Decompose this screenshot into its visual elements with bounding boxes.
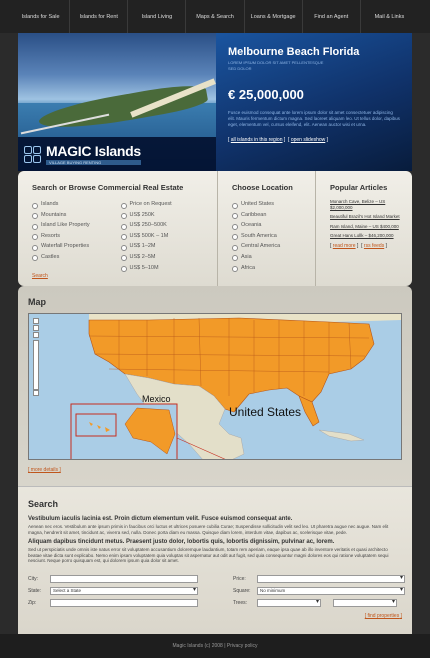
trees-max-select[interactable] (333, 599, 397, 607)
island-photo (18, 33, 216, 171)
rss-link[interactable]: rss feeds (363, 242, 385, 249)
map-label-mexico: Mexico (142, 394, 171, 404)
top-nav (0, 0, 430, 33)
category-islands[interactable]: Islands (32, 199, 121, 210)
location-oceania[interactable]: Oceania (232, 220, 307, 231)
property-title: Melbourne Beach Florida (228, 46, 360, 58)
search-lead-1: Vestibulum iaculis lacinia est. Proin dictum elementum velit. Fusce euismod consequat ante. (28, 516, 293, 522)
map-view[interactable] (28, 313, 402, 460)
site-logo[interactable] (18, 137, 216, 171)
price-option[interactable]: US$ 5–10M (121, 263, 210, 274)
location-title: Choose Location (232, 183, 293, 192)
article-links: [ read more ] [ rss feeds ] (330, 242, 387, 249)
article-item[interactable] (330, 233, 404, 239)
articles-panel (316, 171, 412, 286)
map-label-us: United States (229, 405, 302, 419)
search-paragraph-2: Sed ut perspiciatis unde omnis iste natus error sit voluptatem accusantium doloremque laudantium, totam rem aperiam, eaque ipsa quae ab illo inventore veritatis et quasi architecto beatae vitae dicta sunt explicabo. Nemo enim ipsam voluptatem quia voluptas sit aspernatur aut odit aut fugit, sed quia consequuntur magni dolores eos qui ratione voluptatem sequi nesciunt. Neque porro quisquam est, qui dolorem ipsum quia dolor sit amet. (28, 547, 389, 564)
square-row (233, 587, 405, 595)
trees-label: Trees: (233, 600, 247, 606)
logo-title: MAGIC Islands (46, 143, 141, 159)
article-item[interactable] (330, 199, 404, 210)
property-subtitle-2: SED DOLOR (228, 65, 252, 71)
city-label: City: (28, 576, 38, 582)
price-option[interactable]: US$ 250–500K (121, 220, 210, 231)
location-central-america[interactable]: Central America (232, 241, 307, 252)
property-subtitle-1: LOREM IPSUM DOLOR SIT AMET PELLENTESQUE (228, 60, 324, 65)
price-list (121, 199, 210, 273)
slideshow-link[interactable]: open slideshow (290, 137, 326, 143)
price-row (233, 575, 405, 583)
browse-panels (18, 171, 412, 286)
location-africa[interactable]: Africa (232, 263, 307, 274)
zoom-in-icon[interactable] (33, 332, 39, 338)
map-controls (33, 318, 41, 397)
hero-banner (18, 33, 412, 171)
price-select[interactable] (257, 575, 405, 583)
state-label: State: (28, 588, 42, 594)
property-description: Fusce euismod consequat ante lorem ipsum dolor sit amet consectetuer adipiscing elit. Mauris fermentum dictum magna. Sed laoreet aliquam leo. Ut tellus dolor, dapibus eget, elementum vel, cursus eleifend, elit. Aenean auctor wisi et urna. (228, 110, 400, 127)
nav-maps-search[interactable]: Maps & Search (185, 0, 243, 33)
search-title: Search (28, 499, 59, 509)
hero-links: [ all islands in this region ] [ open slideshow ] (228, 137, 329, 143)
map-more-details-link[interactable]: [ more details ] (28, 467, 61, 473)
location-list (232, 199, 307, 273)
location-asia[interactable]: Asia (232, 252, 307, 263)
search-lead-2: Aliquam dapibus tincidunt metus. Praesent justo dolor, lobortis quis, lobortis dignissim, pulvinar ac, lorem. (28, 539, 335, 546)
category-resorts[interactable]: Resorts (32, 231, 121, 242)
price-option[interactable]: US$ 2–5M (121, 252, 210, 263)
logo-icon (24, 146, 41, 163)
nav-find-agent[interactable]: Find an Agent (302, 0, 360, 33)
nav-islands-for-sale[interactable]: Islands for Sale (21, 13, 60, 20)
zoom-out-icon[interactable] (33, 390, 39, 396)
nav-mail-links[interactable]: Mail & Links (360, 0, 418, 33)
browse-search-link[interactable]: Search (32, 273, 48, 280)
zip-label: Zip: (28, 600, 37, 606)
nav-islands-for-rent[interactable]: Islands for Rent (69, 0, 127, 33)
category-castles[interactable]: Castles (32, 252, 121, 263)
city-row (28, 575, 198, 583)
category-waterfall[interactable]: Waterfall Properties (32, 241, 121, 252)
search-section (18, 486, 412, 634)
category-island-like[interactable]: Island Like Property (32, 220, 121, 231)
state-select[interactable]: Select a State ▾ (50, 587, 198, 595)
article-item[interactable] (330, 214, 404, 220)
nav-island-living[interactable]: Island Living (127, 0, 185, 33)
property-price: € 25,000,000 (228, 87, 304, 102)
article-title[interactable]: Monarch Cave, Belize – US $2,000,000 (330, 199, 386, 210)
price-option[interactable]: Price on Request (121, 199, 210, 210)
zip-input[interactable] (50, 599, 198, 607)
footer: Magic Islands (c) 2008 | Privacy policy (0, 634, 430, 658)
square-select[interactable]: No minimum ▾ (257, 587, 405, 595)
hero-info (216, 33, 412, 171)
location-united-states[interactable]: United States (232, 199, 307, 210)
search-paragraph-1: Aenean nec eros. Vestibulum ante ipsum primis in faucibus orci luctus et ultrices posuere cubilia Curae; Suspendisse sollicitudin velit sed leo. Ut pharetra augue nec augue. Nam elit magna, hendrerit sit amet, tincidunt ac, viverra sed, nulla. Donec porta diam eu massa. Quisque diam lorem, interdum vitae, dapibus ac, scelerisque vitae, pede. (28, 524, 389, 535)
square-label: Square: (233, 588, 251, 594)
article-item[interactable] (330, 224, 404, 230)
all-islands-link[interactable]: all islands in this region (230, 137, 283, 143)
state-row (28, 587, 198, 595)
nav-loans-mortgage[interactable]: Loans & Mortgage (244, 0, 302, 33)
article-title[interactable]: Beautiful Brazil's Hot Island Market (330, 214, 400, 219)
category-mountains[interactable]: Mountains (32, 210, 121, 221)
map-section (18, 286, 412, 486)
zip-row (28, 599, 198, 607)
pan-down-icon[interactable] (33, 325, 39, 331)
article-title[interactable]: Great Hans Lollk – $46,200,000 (330, 233, 394, 238)
pan-up-icon[interactable] (33, 318, 39, 324)
location-panel (218, 171, 316, 286)
price-option[interactable]: US$ 250K (121, 210, 210, 221)
location-caribbean[interactable]: Caribbean (232, 210, 307, 221)
price-label: Price: (233, 576, 246, 582)
price-option[interactable]: US$ 500K – 1M (121, 231, 210, 242)
map-title: Map (28, 297, 46, 307)
price-option[interactable]: US$ 1–2M (121, 241, 210, 252)
find-properties-link[interactable]: [ find properties ] (364, 613, 402, 619)
city-input[interactable] (50, 575, 198, 583)
logo-subtitle: VILLAGE BUYING RENTING (46, 160, 141, 165)
location-south-america[interactable]: South America (232, 231, 307, 242)
browse-panel (18, 171, 218, 286)
zoom-slider[interactable] (33, 340, 39, 390)
map-graphic[interactable] (29, 314, 402, 460)
category-list (32, 199, 121, 273)
trees-min-select[interactable] (257, 599, 321, 607)
articles-title: Popular Articles (330, 183, 388, 192)
article-title[interactable]: Ram Island, Maine – US $400,000 (330, 223, 399, 229)
trees-row (233, 599, 397, 607)
read-more-link[interactable]: read more (332, 242, 356, 249)
browse-title: Search or Browse Commercial Real Estate (32, 183, 184, 192)
